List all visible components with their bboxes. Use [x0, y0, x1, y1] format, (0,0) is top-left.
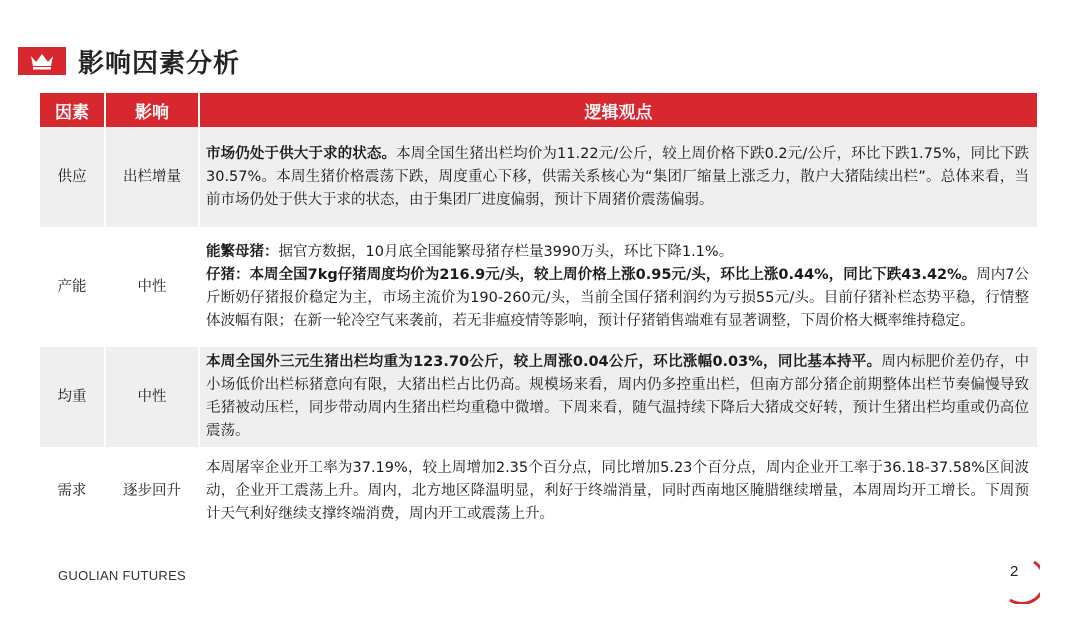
logic-cell: [200, 347, 1037, 449]
analysis-table: [40, 93, 1037, 535]
factor-cell: 供应: [40, 127, 106, 229]
footer-brand: GUOLIAN FUTURES: [58, 568, 187, 583]
column-header-factor: 因素: [40, 93, 106, 127]
table-row: [40, 449, 1037, 535]
page-title: 影响因素分析: [78, 48, 241, 79]
table-row: [40, 347, 1037, 449]
logic-bold-text: 市场仍处于供大于求的状态。: [206, 145, 397, 162]
title-bar: [18, 44, 240, 78]
impact-cell: 中性: [106, 229, 200, 347]
page-number: 2: [1010, 563, 1019, 580]
factor-cell: 产能: [40, 229, 106, 347]
logic-cell: [200, 229, 1037, 347]
logic-paragraph: [206, 241, 1029, 264]
impact-cell: 逐步回升: [106, 449, 200, 535]
logic-bold-text: 本周全国外三元生猪出栏均重为123.70公斤，较上周涨0.04公斤，环比涨幅0.03%，同比基本持平。: [206, 354, 882, 370]
impact-cell: 出栏增量: [106, 127, 200, 229]
logic-text: 据官方数据，10月底全国能繁母猪存栏量3990万头，环比下降1.1%。: [278, 244, 734, 260]
logic-text: 本周屠宰企业开工率为37.19%，较上周增加2.35个百分点，同比增加5.23个百分点，周内企业开工率于36.18-37.58%区间波动，企业开工震荡上升。周内，北方地区降温明显，利好于终端消量，同时西南地区腌腊继续增量，本周周均开工增长。下周预计天气利好继续支撑终端消费，周内开工或震荡上升。: [206, 459, 1029, 522]
table-row: [40, 127, 1037, 229]
factor-cell: 需求: [40, 449, 106, 535]
logic-paragraph: [206, 264, 1029, 333]
logic-bold-text: 仔猪：本周全国7kg仔猪周度均价为216.9元/头，较上周价格上涨0.95元/头，环比上涨0.44%，同比下跌43.42%。: [206, 267, 977, 283]
column-header-logic: 逻辑观点: [200, 93, 1037, 127]
logic-cell: [200, 127, 1037, 229]
crown-icon: [29, 52, 55, 70]
logic-text: 周内7公斤断奶仔猪报价稳定为主，市场主流价为190-260元/头，当前全国仔猪利润约为亏损55元/头。目前仔猪补栏态势平稳，行情整体波幅有限；在新一轮冷空气来袭前，若无非瘟疫情等影响，预计仔猪销售端难有显著调整，下周价格大概率维持稳定。: [206, 267, 1029, 329]
impact-cell: 中性: [106, 347, 200, 449]
table-header-row: [40, 93, 1037, 127]
factor-cell: 均重: [40, 347, 106, 449]
logic-cell: [200, 449, 1037, 535]
logo: [18, 47, 66, 75]
table-row: [40, 229, 1037, 347]
column-header-impact: 影响: [106, 93, 200, 127]
logic-text: 周内标肥价差仍存，中小场低价出栏标猪意向有限，大猪出栏占比仍高。规模场来看，周内仍多控重出栏，但南方部分猪企前期整体出栏节奏偏慢导致毛猪被动压栏，同步带动周内生猪出栏均重稳中微增。下周来看，随气温持续下降后大猪成交好转，预计生猪出栏均重或仍高位震荡。: [206, 354, 1030, 439]
logic-bold-text: 能繁母猪：: [206, 244, 279, 260]
logic-text: 本周全国生猪出栏均价为11.22元/公斤，较上周价格下跌0.2元/公斤，环比下跌1.75%，同比下跌30.57%。本周生猪价格震荡下跌，周度重心下移，供需关系核心为“集团厂缩量上涨乏力，散户大猪陆续出栏”。总体来看，当前市场仍处于供大于求的状态，由于集团厂进度偏弱，预计下周猪价震荡偏弱。: [206, 145, 1030, 208]
